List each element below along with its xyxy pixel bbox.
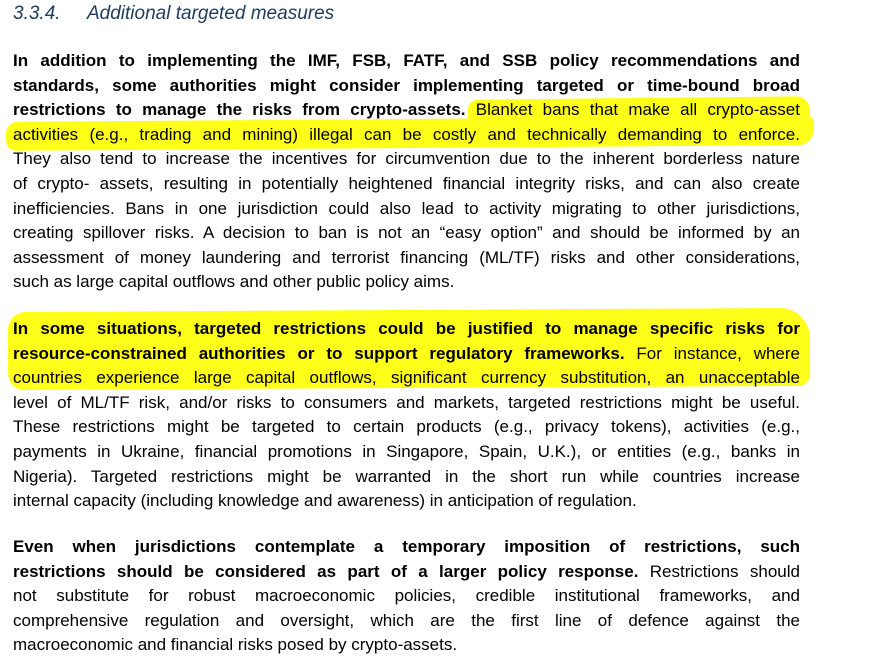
text-line (13, 270, 800, 295)
body-text: countries experience large capital outflows, significant currency substitution, an unacceptable (13, 368, 800, 388)
body-text: They also tend to increase the incentives for circumvention due to the inherent borderless nature (13, 149, 800, 169)
text-line (13, 74, 800, 99)
body-text: Restrictions should (638, 561, 800, 581)
paragraph-1 (13, 49, 800, 295)
text-line (13, 342, 800, 367)
body-text: internal capacity (including knowledge and awareness) in anticipation of regulation. (13, 491, 637, 511)
section-heading (13, 3, 334, 25)
text-line (13, 366, 800, 391)
text-line (13, 49, 800, 74)
text-line (13, 465, 800, 490)
body-text: creating spillover risks. A decision to ban is not an “easy option” and should be informed by an (13, 223, 800, 243)
text-line (13, 415, 800, 440)
text-line (13, 221, 800, 246)
text-line (13, 172, 800, 197)
body-text: comprehensive regulation and oversight, which are the first line of defence against the (13, 610, 800, 630)
body-text: For instance, where (624, 343, 800, 363)
body-text: Nigeria). Targeted restrictions might be warranted in the short run while countries increase (13, 466, 800, 486)
text-line (13, 489, 800, 514)
body-text: payments in Ukraine, financial promotions in Singapore, Spain, U.K.), or entities (e.g., banks in (13, 441, 800, 461)
text-line (13, 147, 800, 172)
bold-text: restrictions to manage the risks from crypto-assets. (13, 100, 466, 120)
body-text: not substitute for robust macroeconomic policies, credible institutional frameworks, and (13, 586, 800, 606)
body-text: such as large capital outflows and other public policy aims. (13, 272, 455, 292)
section-title: Additional targeted measures (87, 3, 335, 24)
bold-text: restrictions should be considered as part of a larger policy response. (13, 561, 639, 581)
bold-text: Even when jurisdictions contemplate a temporary imposition of restrictions, such (13, 537, 800, 556)
text-line (13, 246, 800, 271)
text-line (13, 440, 800, 465)
body-text: of crypto- assets, resulting in potentially heightened financial integrity risks, and can also create (13, 173, 800, 193)
text-line (13, 609, 800, 634)
bold-text: In addition to implementing the IMF, FSB, FATF, and SSB policy recommendations and (13, 51, 800, 70)
text-line (13, 633, 800, 658)
body-text: Blanket bans that make all crypto-asset (465, 100, 800, 120)
body-text: These restrictions might be targeted to certain products (e.g., privacy tokens), activities (e.g., (13, 417, 800, 437)
text-line (13, 560, 800, 585)
bold-text: In some situations, targeted restrictions could be justified to manage specific risks for (13, 319, 800, 338)
paragraph-2 (13, 317, 800, 514)
bold-text: standards, some authorities might consider implementing targeted or time-bound broad (13, 75, 800, 95)
section-number: 3.3.4. (13, 3, 61, 24)
text-line (13, 391, 800, 416)
text-line (13, 535, 800, 560)
paragraph-3 (13, 535, 800, 658)
body-text: macroeconomic and financial risks posed by crypto-assets. (13, 635, 458, 655)
text-line (13, 98, 800, 123)
text-line (13, 317, 800, 342)
body-text: level of ML/TF risk, and/or risks to consumers and markets, targeted restrictions might be useful. (13, 392, 800, 412)
body-text: activities (e.g., trading and mining) illegal can be costly and technically demanding to enforce. (13, 124, 800, 144)
text-line (13, 123, 800, 148)
body-text: assessment of money laundering and terrorist financing (ML/TF) risks and other considerations, (13, 247, 800, 267)
bold-text: resource-constrained authorities or to support regulatory frameworks. (13, 343, 625, 363)
text-line (13, 584, 800, 609)
text-line (13, 197, 800, 222)
body-text: inefficiencies. Bans in one jurisdiction could also lead to activity migrating to other jurisdictions, (13, 198, 800, 218)
